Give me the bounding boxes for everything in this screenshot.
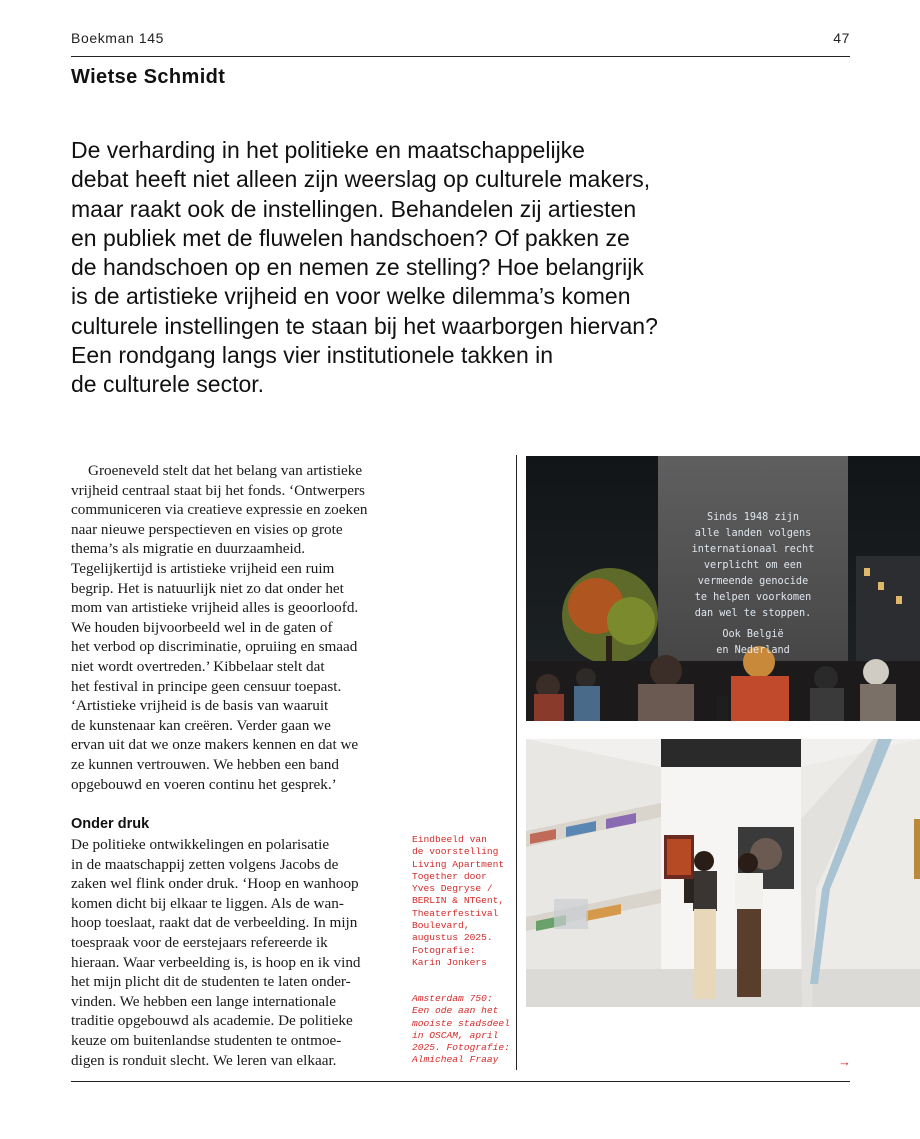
body-line: De politieke ontwikkelingen en polarisatie xyxy=(71,836,330,853)
header-rule xyxy=(71,56,850,57)
next-arrow-icon[interactable]: → xyxy=(838,1054,851,1069)
body-line: begrip. Het is natuurlijk niet zo dat onder het xyxy=(71,579,344,597)
body-line: het verbod op discriminatie, opruiing en smaad xyxy=(71,638,358,656)
body-line: komen dicht bij elkaar te liggen. Als de wan- xyxy=(71,894,344,912)
projection-line: te helpen voorkomen xyxy=(694,592,812,603)
projection-photo-illustration xyxy=(526,456,920,721)
projection-line: dan wel te stoppen. xyxy=(694,608,812,619)
caption-line: 2025. Fotografie: xyxy=(412,1042,510,1054)
caption-line: Eindbeeld van xyxy=(412,834,487,845)
body-line: opgebouwd en voeren continu het gesprek.’ xyxy=(71,775,337,793)
lead-line: Een rondgang langs vier institutionele takken in xyxy=(71,342,554,369)
body-line: Tegelijkertijd is artistieke vrijheid een ruim xyxy=(71,559,335,577)
photo-projection-night xyxy=(526,456,920,721)
section-subheading: Onder druk xyxy=(71,816,150,832)
body-line: niet wordt overtreden.’ Kibbelaar stelt dat xyxy=(71,657,325,675)
body-line: Groeneveld stelt dat het belang van artistieke xyxy=(88,462,363,479)
body-line: naar nieuwe perspectieven en visies op grote xyxy=(71,520,343,538)
projection-line: Ook België xyxy=(722,629,784,640)
column-divider xyxy=(516,455,517,1070)
caption-line: Almicheal Fraay xyxy=(412,1054,499,1066)
lead-line: maar raakt ook de instellingen. Behandelen zij artiesten xyxy=(71,195,637,222)
body-line: hieraan. Waar verbeelding is, is hoop en ik vind xyxy=(71,953,361,971)
caption-line: Yves Degryse / xyxy=(412,883,493,895)
body-line: het mijn plicht dit de studenten te laten onder- xyxy=(71,973,351,991)
projection-line: Sinds 1948 zijn xyxy=(706,512,800,523)
body-line: We houden bijvoorbeeld wel in de gaten of xyxy=(71,618,333,636)
body-line: traditie opgebouwd als academie. De politieke xyxy=(71,1012,353,1030)
lead-line: culturele instellingen te staan bij het waarborgen hiervan? xyxy=(71,312,658,339)
caption-line: in OSCAM, april xyxy=(412,1029,499,1041)
caption-line: Theaterfestival xyxy=(412,907,499,919)
body-line: vinden. We hebben een lange internationale xyxy=(71,992,337,1010)
caption-line: Living Apartment xyxy=(412,858,505,870)
footer-rule xyxy=(71,1081,850,1082)
body-line: communiceren via creatieve expressie en zoeken xyxy=(71,501,368,519)
body-line: in de maatschappij zetten volgens Jacobs de xyxy=(71,855,339,873)
caption-line: Boulevard, xyxy=(412,920,470,932)
caption-line: Een ode aan het xyxy=(412,1005,499,1017)
photo-gallery-exhibition xyxy=(526,739,920,1007)
caption-line: augustus 2025. xyxy=(412,932,493,944)
caption-line: BERLIN & NTGent, xyxy=(412,895,505,907)
lead-line: de handschoen op en nemen ze stelling? Hoe belangrijk xyxy=(71,254,644,281)
body-line: het festival in principe geen censuur toepast. xyxy=(71,677,342,695)
projection-line: en Nederland xyxy=(716,645,790,656)
page-number: 47 xyxy=(833,30,850,46)
body-line: toespraak voor de eerstejaars refereerde ik xyxy=(71,933,328,951)
body-line: mom van artistieke vrijheid alles is geoorloofd. xyxy=(71,599,359,617)
magazine-title: Boekman 145 xyxy=(71,30,164,46)
body-line: ze kunnen vertrouwen. We hebben een band xyxy=(71,755,339,773)
body-line: digen is ronduit slecht. We leren van elkaar. xyxy=(71,1051,337,1069)
lead-line: en publiek met de fluwelen handschoen? Of pakken ze xyxy=(71,224,630,251)
body-line: thema’s als migratie en duurzaamheid. xyxy=(71,540,306,558)
projection-line: verplicht om een xyxy=(703,560,803,571)
body-line: vrijheid centraal staat bij het fonds. ‘Ontwerpers xyxy=(71,481,365,499)
caption-line: Together door xyxy=(412,870,487,882)
body-line: ‘Artistieke vrijheid is de basis van waaruit xyxy=(71,697,329,715)
projection-line: alle landen volgens xyxy=(694,528,812,539)
caption-line: Karin Jonkers xyxy=(412,956,487,968)
lead-line: debat heeft niet alleen zijn weerslag op culturele makers, xyxy=(71,166,651,193)
projection-line: internationaal recht xyxy=(691,544,815,555)
body-paragraph-2 xyxy=(71,835,401,1070)
caption-line: de voorstelling xyxy=(412,846,499,858)
body-line: ervan uit dat we onze makers kennen en dat we xyxy=(71,736,359,754)
caption-line: Amsterdam 750: xyxy=(412,993,493,1004)
lead-paragraph xyxy=(71,136,771,400)
lead-line: de culturele sector. xyxy=(71,371,265,398)
body-line: keuze om buitenlandse studenten te ontmoe- xyxy=(71,1031,342,1049)
caption-line: Fotografie: xyxy=(412,944,476,956)
photo-caption-1 xyxy=(412,834,512,969)
body-line: de kunstenaar kan creëren. Verder gaan we xyxy=(71,716,331,734)
body-line: hoop toeslaat, raakt dat de verbeelding. In mijn xyxy=(71,914,358,932)
photo-caption-2 xyxy=(412,993,512,1067)
lead-line: De verharding in het politieke en maatschappelijke xyxy=(71,137,585,163)
author-name: Wietse Schmidt xyxy=(71,66,226,88)
gallery-photo-illustration xyxy=(526,739,920,1007)
lead-line: is de artistieke vrijheid en voor welke dilemma’s komen xyxy=(71,283,631,310)
projection-line: vermeende genocide xyxy=(697,576,809,587)
body-paragraph-1 xyxy=(71,461,401,794)
body-line: zaken wel flink onder druk. ‘Hoop en wanhoop xyxy=(71,875,359,893)
caption-line: mooiste stadsdeel xyxy=(412,1017,510,1029)
